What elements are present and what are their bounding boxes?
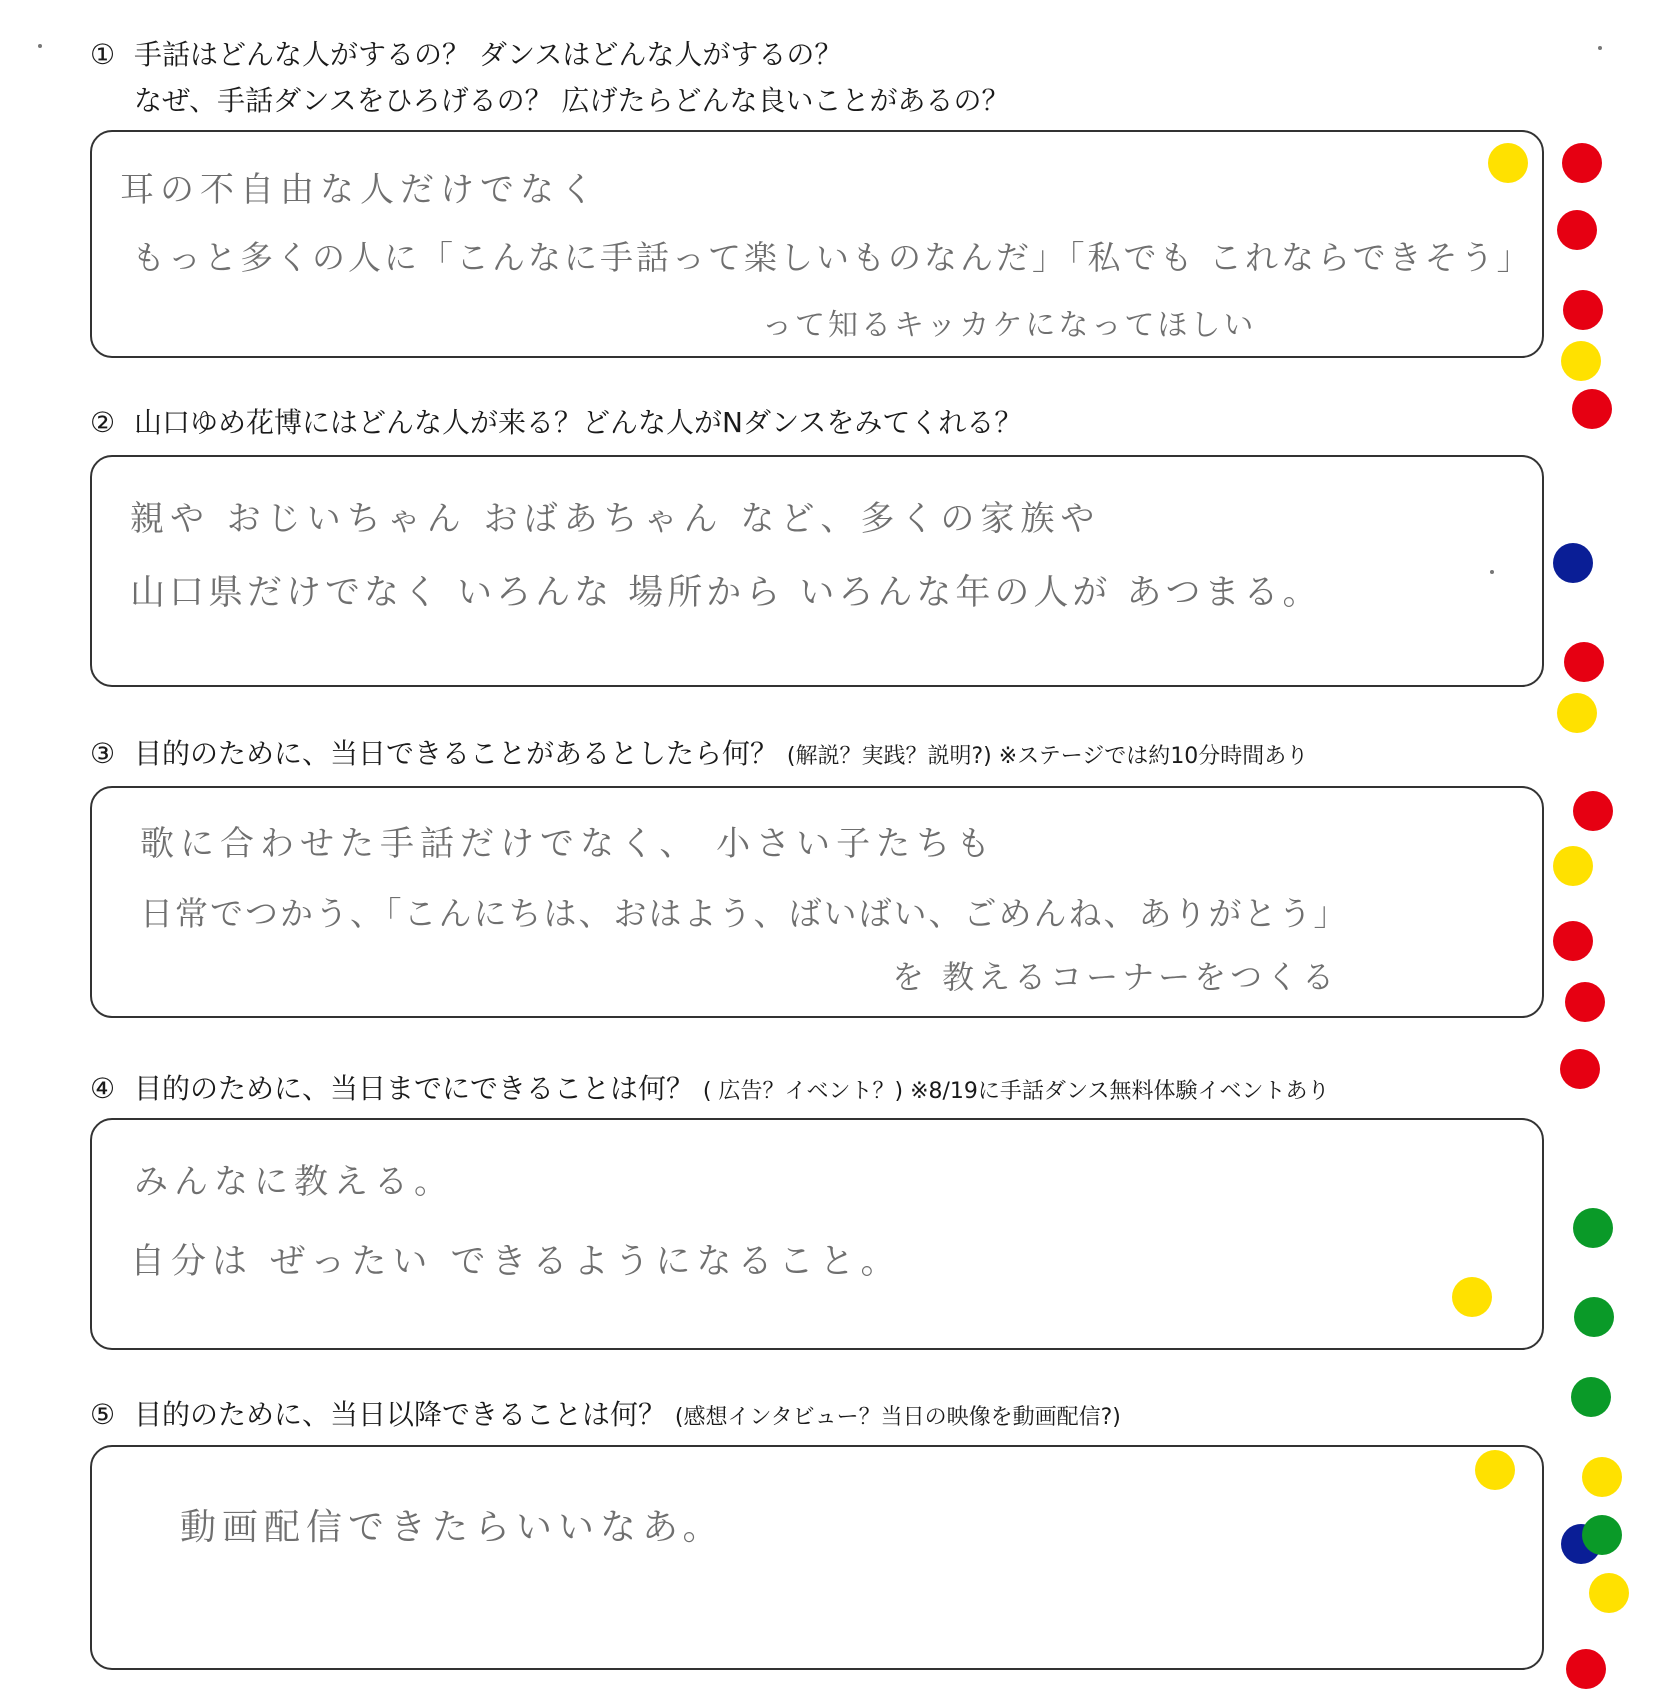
question-1-line-1 <box>90 32 1010 78</box>
answer-2-line-1: 親や おじいちゃん おばあちゃん など、多くの家族や <box>130 499 1101 539</box>
answer-1-line-1: 耳の不自由な人だけでなく <box>120 170 600 210</box>
question-4-line-1 <box>90 1066 1329 1115</box>
question-2 <box>90 400 1022 446</box>
question-3-number: ③ <box>90 737 116 770</box>
question-1-number: ① <box>90 38 116 71</box>
blue-sticker-dot <box>1553 543 1593 583</box>
red-sticker-dot <box>1564 642 1604 682</box>
answer-3-line-2: 日常でつかう、「こんにちは、おはよう、ばいばい、ごめんね、ありがとう」 <box>140 894 1349 933</box>
yellow-sticker-dot <box>1561 341 1601 381</box>
question-2-number: ② <box>90 406 116 439</box>
red-sticker-dot <box>1563 290 1603 330</box>
question-3-note: (解説？実践？説明?) ※ステージでは約10分時間あり <box>786 744 1309 769</box>
question-3-text: 目的のために、当日できることがあるとしたら何？ <box>134 737 779 770</box>
red-sticker-dot <box>1565 982 1605 1022</box>
question-1 <box>90 32 1010 124</box>
answer-5-line-1: 動画配信できたらいいなあ。 <box>180 1507 725 1548</box>
answer-2-line-2: 山口県だけでなく いろんな 場所から いろんな年の人が あつまる。 <box>130 573 1322 613</box>
question-5-number: ⑤ <box>90 1398 116 1431</box>
answer-3-line-3: を 教えるコーナーをつくる <box>892 958 1339 996</box>
green-sticker-dot <box>1574 1297 1614 1337</box>
question-4 <box>90 1066 1329 1115</box>
question-3-line-1 <box>90 731 1308 780</box>
yellow-sticker-dot <box>1557 693 1597 733</box>
yellow-sticker-dot <box>1582 1457 1622 1497</box>
question-4-number: ④ <box>90 1072 116 1105</box>
scan-speck <box>1598 46 1602 50</box>
question-5-note: (感想インタビュー？当日の映像を動画配信?) <box>674 1405 1121 1430</box>
question-4-text: 目的のために、当日までにできることは何？ <box>134 1072 695 1105</box>
scan-speck <box>38 44 42 48</box>
answer-1-line-2: もっと多くの人に「こんなに手話って楽しいものなんだ」「私でも これならできそう」 <box>132 238 1533 277</box>
question-1-text: 手話はどんな人がするの？ ダンスはどんな人がするの？ <box>134 38 843 71</box>
green-sticker-dot <box>1582 1515 1622 1555</box>
question-3 <box>90 731 1308 780</box>
question-4-note: ( 広告？イベント？) ※8/19に手話ダンス無料体験イベントあり <box>702 1079 1330 1104</box>
question-5 <box>90 1392 1121 1441</box>
question-2-text: 山口ゆめ花博にはどんな人が来る？どんな人がNダンスをみてくれる？ <box>134 406 1023 439</box>
answer-4-line-2: 自分は ぜったい できるようになること。 <box>130 1242 902 1282</box>
yellow-sticker-dot <box>1452 1277 1492 1317</box>
yellow-sticker-dot <box>1488 143 1528 183</box>
yellow-sticker-dot <box>1589 1573 1629 1613</box>
answer-4-line-1: みんなに教える。 <box>134 1162 454 1202</box>
answer-box-5 <box>90 1445 1544 1670</box>
red-sticker-dot <box>1572 389 1612 429</box>
answer-box-2 <box>90 455 1544 687</box>
green-sticker-dot <box>1571 1377 1611 1417</box>
answer-box-1 <box>90 130 1544 358</box>
red-sticker-dot <box>1553 921 1593 961</box>
red-sticker-dot <box>1566 1649 1606 1689</box>
yellow-sticker-dot <box>1553 846 1593 886</box>
red-sticker-dot <box>1557 210 1597 250</box>
answer-box-3 <box>90 786 1544 1018</box>
green-sticker-dot <box>1573 1208 1613 1248</box>
yellow-sticker-dot <box>1475 1450 1515 1490</box>
answer-3-line-1: 歌に合わせた手話だけでなく、 小さい子たちも <box>140 824 997 864</box>
question-2-line-1 <box>90 400 1022 446</box>
question-5-text: 目的のために、当日以降できることは何？ <box>134 1398 667 1431</box>
question-1-line-2: なぜ、手話ダンスをひろげるの？ 広げたらどんな良いことがあるの？ <box>134 84 1010 117</box>
question-5-line-1 <box>90 1392 1121 1441</box>
red-sticker-dot <box>1560 1049 1600 1089</box>
answer-box-4 <box>90 1118 1544 1350</box>
red-sticker-dot <box>1573 791 1613 831</box>
red-sticker-dot <box>1562 143 1602 183</box>
answer-1-line-3: って知るキッカケになってほしい <box>762 308 1257 343</box>
scan-speck <box>1490 570 1494 574</box>
